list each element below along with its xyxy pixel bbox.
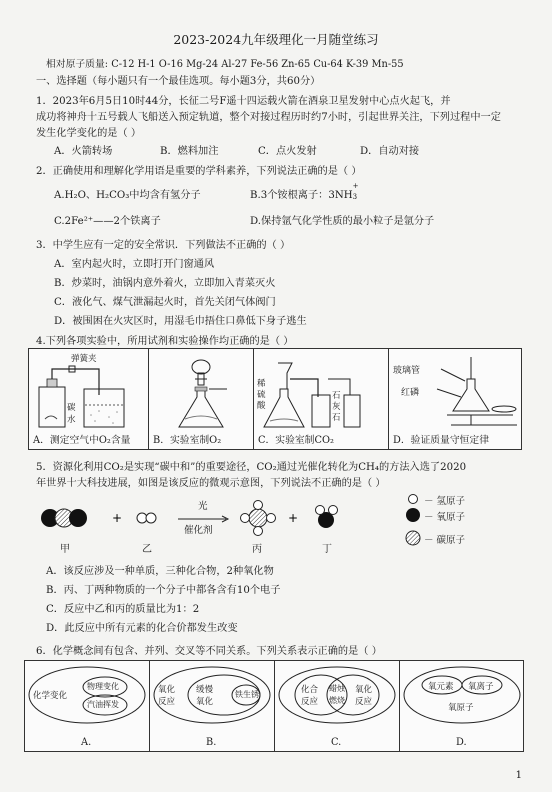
atomic-masses: 相对原子质量: C-12 H-1 O-16 Mg-24 Al-27 Fe-56 Zn-65 Cu-64 K-39 Mn-55 <box>46 59 404 70</box>
label-spring-clip: 弹簧夹 <box>71 354 97 364</box>
q6-caption-c: C. <box>331 737 342 748</box>
arrow-condition-light: 光 <box>198 501 208 512</box>
label-lime1: 石 <box>332 391 341 401</box>
q5-option-b: B．丙、丁两种物质的一个分子中都各含有10个电子 <box>46 585 281 596</box>
label-lime2: 灰 <box>332 402 341 412</box>
q2-stem: 2．正确使用和理解化学用语是重要的学科素养，下列说法正确的是（ ） <box>36 166 362 177</box>
venn-a-physical-change: 物理变化 <box>87 682 119 691</box>
q4-stem: 4.下列各项实验中，所用试剂和实验操作均正确的是（ ） <box>36 336 294 347</box>
plus-sign-1: + <box>112 511 123 525</box>
q4-figure-a <box>29 349 149 449</box>
legend-oxygen: － 氧原子 <box>424 512 466 523</box>
q3-option-c: C．液化气、煤气泄漏起火时，首先关闭气体阀门 <box>54 297 276 308</box>
label-lime3: 石 <box>332 413 341 423</box>
venn-b-rust: 铁生锈 <box>235 690 259 699</box>
ammonium-formula: NH + 3 <box>334 182 359 201</box>
plus-sign-2: + <box>288 511 299 525</box>
label-glass-tube: 玻璃管 <box>393 366 421 376</box>
venn-d-oxygen-ion: 氧离子 <box>468 682 494 692</box>
label-red-phosphorus: 红磷 <box>401 388 420 398</box>
q1-stem-line3: 发生化学变化的是（ ） <box>36 128 142 139</box>
q4-caption-c: C．实验室制CO₂ <box>258 435 334 446</box>
page-title: 2023-2024九年级理化一月随堂练习 <box>173 32 379 47</box>
page-number: 1 <box>515 770 522 781</box>
q1-option-b: B．燃料加注 <box>160 146 219 157</box>
q5-stem-line1: 5．资源化利用CO₂是实现“碳中和”的重要途径，CO₂通过光催化转化为CH₄的方法入选了2020 <box>36 462 467 473</box>
q6-caption-b: B. <box>206 737 217 748</box>
q2-option-a: A.H₂O、H₂CO₃中均含有氢分子 <box>54 190 201 201</box>
label-ding: 丁 <box>322 544 332 555</box>
label-carbon: 碳 <box>67 403 76 413</box>
legend-carbon: － 碳原子 <box>424 535 466 546</box>
venn-a-chemical-change: 化学变化 <box>33 691 68 701</box>
venn-a-gasoline: 汽油挥发 <box>87 700 119 709</box>
reaction-molecules <box>30 492 410 542</box>
venn-b-oxidation2: 反应 <box>158 697 176 707</box>
venn-c-candle1: 蜡烛 <box>329 684 345 693</box>
label-sulfuric: 硫 <box>257 390 266 400</box>
venn-b-slow1: 缓慢 <box>196 685 214 695</box>
arrow-condition-catalyst: 催化剂 <box>184 525 213 536</box>
q1-option-d: D．自动对接 <box>360 146 420 157</box>
q1-stem-line2: 成功将神舟十五号载人飞船送入预定轨道，整个对接过程历时约7小时，引起世界关注，下列过程中一定 <box>36 112 501 123</box>
venn-c-oxidation2: 反应 <box>355 697 373 707</box>
venn-c-oxidation1: 氧化 <box>355 685 373 695</box>
venn-c-combination2: 反应 <box>301 697 319 707</box>
label-dilute: 稀 <box>257 379 266 389</box>
q4-figure-d <box>389 349 523 449</box>
venn-b-slow2: 氧化 <box>196 697 214 707</box>
q3-stem: 3．中学生应有一定的安全常识．下列做法不正确的（ ） <box>36 240 291 251</box>
venn-d-oxygen-element: 氧元素 <box>428 682 454 692</box>
venn-b-oxidation1: 氧化 <box>158 685 176 695</box>
q6-figure-d <box>400 661 525 751</box>
label-bing: 丙 <box>252 544 262 555</box>
apparatus-c-drawing <box>254 349 389 433</box>
q5-option-a: A．该反应涉及一种单质，三种化合物，2种氧化物 <box>46 566 274 577</box>
q6-figure-row <box>24 660 524 752</box>
q5-option-c: C．反应中乙和丙的质量比为1：2 <box>46 604 200 615</box>
venn-c-candle2: 燃烧 <box>329 696 345 705</box>
q5-option-d: D．此反应中所有元素的化合价都发生改变 <box>46 623 238 634</box>
reaction-diagram <box>30 492 410 558</box>
q6-figure-c <box>275 661 400 751</box>
venn-c-combination1: 化合 <box>301 685 319 695</box>
q6-figure-b <box>150 661 275 751</box>
q5-stem-line2: 年世界十大科技进展，如图是该反应的微观示意图，下列说法不正确的是（ ） <box>36 478 386 489</box>
q3-option-a: A．室内起火时，立即打开门窗通风 <box>54 259 215 270</box>
legend-symbols <box>404 490 424 550</box>
molecule-yi <box>137 513 156 523</box>
apparatus-b-drawing <box>149 349 254 433</box>
q6-caption-d: D. <box>456 737 467 748</box>
q6-stem: 6．化学概念间有包含、并列、交叉等不同关系。下列关系表示正确的是（ ） <box>36 646 382 657</box>
q4-figure-c <box>254 349 389 449</box>
q4-caption-a: A．测定空气中O₂含量 <box>33 435 131 446</box>
q2-option-d: D.保持氩气化学性质的最小粒子是氩分子 <box>250 216 435 227</box>
venn-d-oxygen-atom: 氧原子 <box>448 703 474 713</box>
section-heading: 一、选择题（每小题只有一个最佳选项。每小题3分，共60分） <box>36 76 321 87</box>
legend-hydrogen: － 氢原子 <box>424 496 466 507</box>
q2-option-b: B.3个铵根离子：3NH + 3 <box>250 182 359 201</box>
venn-d-drawing <box>400 661 525 731</box>
label-water: 水 <box>67 415 76 425</box>
q4-caption-b: B．实验室制O₂ <box>153 435 222 446</box>
q4-figure-b <box>149 349 254 449</box>
q4-caption-d: D．验证质量守恒定律 <box>393 435 490 446</box>
label-yi: 乙 <box>142 544 152 555</box>
molecule-jia <box>41 509 87 527</box>
label-acid: 酸 <box>257 401 266 411</box>
molecule-bing <box>241 501 276 536</box>
atom-legend <box>404 490 524 550</box>
q1-stem-line1: 1．2023年6月5日10时44分，长征二号F遥十四运载火箭在酒泉卫星发射中心点火起飞，并 <box>36 96 451 107</box>
q6-figure-a <box>25 661 150 751</box>
q3-option-d: D．被围困在火灾区时，用湿毛巾捂住口鼻低下身子逃生 <box>54 316 307 327</box>
q2-option-c: C.2Fe²⁺——2个铁离子 <box>54 216 161 227</box>
q1-option-c: C．点火发射 <box>258 146 317 157</box>
q4-figure-row <box>28 348 522 450</box>
q3-option-b: B．炒菜时，油锅内意外着火，立即加入青菜灭火 <box>54 278 276 289</box>
q6-caption-a: A. <box>81 737 92 748</box>
q1-option-a: A．火箭转场 <box>54 146 113 157</box>
label-jia: 甲 <box>60 544 70 555</box>
molecule-ding <box>316 506 338 529</box>
